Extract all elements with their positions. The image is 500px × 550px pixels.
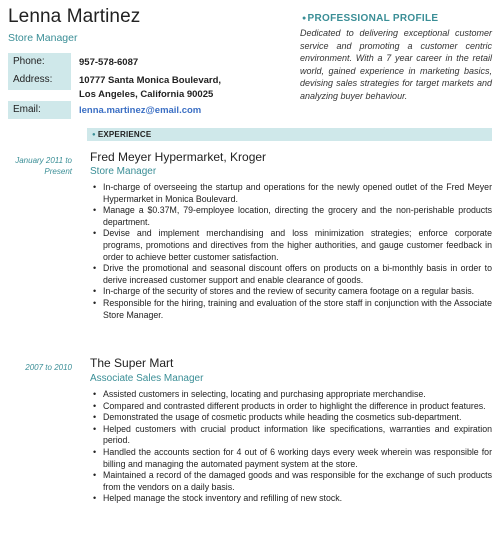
list-item: • Drive the promotional and seasonal discount offers on products on a bi-monthly basis in order to derive increased customer support and enable clearance of goods.: [90, 263, 492, 286]
list-item: • Handled the accounts section for 4 out of 6 working days every week wherein was responsible for billing and managing the automated payment system at the store.: [90, 447, 492, 470]
phone-value: 957-578-6087: [79, 57, 139, 68]
phone-label: Phone:: [8, 53, 71, 71]
job-1-company: Fred Meyer Hypermarket, Kroger: [90, 150, 267, 164]
job-1-date-line-2: Present: [44, 167, 72, 176]
experience-heading-text: EXPERIENCE: [97, 130, 152, 139]
list-item: • Helped manage the stock inventory and refilling of new stock.: [90, 493, 492, 505]
candidate-role: Store Manager: [8, 32, 78, 44]
list-item: • Manage a $0.37M, 79-employee location, directing the grocery and the non-perishable products department.: [90, 205, 492, 228]
email-link[interactable]: lenna.martinez@email.com: [79, 105, 202, 116]
profile-heading-text: PROFESSIONAL PROFILE: [307, 13, 439, 24]
address-line-2: Los Angeles, California 90025: [79, 88, 214, 100]
list-item: • Devise and implement merchandising and loss minimization strategies; enforce corporate programs, promotions and directives from the higher authorities, and gauge customer feedback in order to achieve better customer satisfaction.: [90, 228, 492, 263]
job-1-duties: [90, 182, 492, 321]
email-label: Email:: [8, 101, 71, 119]
list-item: • Demonstrated the usage of cosmetic products while heading the cosmetics sub-department.: [90, 412, 492, 424]
bullet-icon: ●: [92, 132, 96, 138]
contact-phone-row: [8, 53, 248, 71]
bullet-icon: ●: [302, 15, 307, 22]
address-label: Address:: [8, 71, 71, 90]
list-item: • In-charge of the security of stores and the review of security camera footage on a regular basis.: [90, 286, 492, 298]
list-item: • Responsible for the hiring, training and evaluation of the store staff in conjunction with the Associate Store Manager.: [90, 298, 492, 321]
job-2-duties: [90, 389, 492, 505]
list-item: • Assisted customers in selecting, locating and purchasing appropriate merchandise.: [90, 389, 492, 401]
profile-heading: [302, 13, 438, 24]
experience-heading: [87, 128, 492, 141]
candidate-name: Lenna Martinez: [8, 6, 141, 27]
profile-summary: Dedicated to delivering exceptional customer service and promoting a customer centric environment. With a 7 year career in the retail world, gained experience in marketing basics, devising sales strategies for target markets and analyzing buyer behaviour.: [300, 28, 492, 101]
contact-address-row: [8, 71, 248, 101]
job-2-dates: [0, 362, 72, 373]
job-1-position: Store Manager: [90, 166, 157, 177]
address-line-1: 10777 Santa Monica Boulevard,: [79, 75, 222, 86]
contact-email-row: [8, 101, 248, 119]
job-1-date-line-1: January 2011 to: [15, 156, 72, 165]
list-item: • In-charge of overseeing the startup and operations for the newly opened outlet of the Fred Meyer Hypermarket in Monica Boulevard.: [90, 182, 492, 205]
job-2-date-line-1: 2007 to 2010: [25, 363, 72, 372]
address-value: [71, 71, 221, 101]
list-item: • Compared and contrasted different products in order to highlight the difference in product features.: [90, 401, 492, 413]
job-1-dates: [0, 155, 72, 177]
job-2-position: Associate Sales Manager: [90, 373, 204, 384]
list-item: • Helped customers with crucial product information like specifications, warranties and expiration period.: [90, 424, 492, 447]
job-2-company: The Super Mart: [90, 356, 174, 370]
list-item: • Maintained a record of the damaged goods and was responsible for the exchange of such products from the vendors on a daily basis.: [90, 470, 492, 493]
